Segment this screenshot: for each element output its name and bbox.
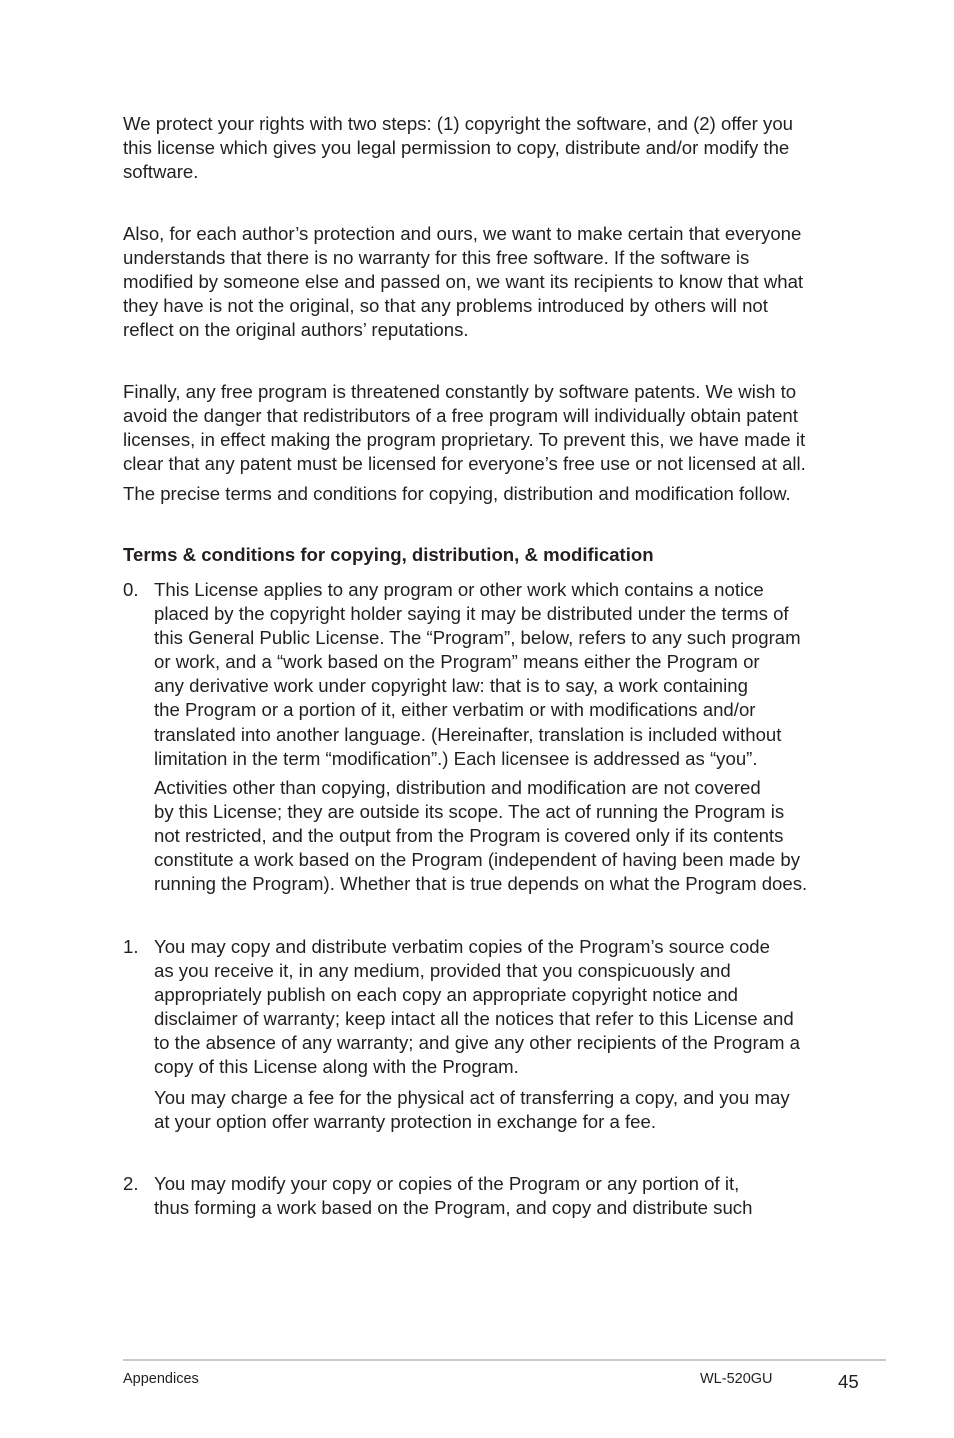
term-number: 0. bbox=[123, 579, 139, 600]
intro-paragraph-2: Also, for each author’s protection and ours, we want to make certain that everyone understands that there is no warranty for this free software. If the software is modified by someone else and passed on, we want its recipients to know that what they have is not the original, so that any problems introduced by others will not reflect on the original authors’ reputations. bbox=[123, 223, 804, 341]
term-paragraph: You may copy and distribute verbatim copies of the Program’s source code as you receive it, in any medium, provided that you conspicuously and appropriately publish on each copy an appropriate copyright notice and disclaimer of warranty; keep intact all the notices that refer to this License and to the absence of any warranty; and give any other recipients of the Program a copy of this License along with the Program. bbox=[154, 936, 800, 1078]
term-number: 2. bbox=[123, 1173, 139, 1194]
intro-paragraph-1: We protect your rights with two steps: (1) copyright the software, and (2) offer you this license which gives you legal permission to copy, distribute and/or modify the software. bbox=[123, 113, 794, 183]
term-paragraph: You may modify your copy or copies of the Program or any portion of it, thus forming a work based on the Program, and copy and distribute such bbox=[154, 1173, 753, 1219]
intro-paragraph-3: Finally, any free program is threatened constantly by software patents. We wish to avoid the danger that redistributors of a free program will individually obtain patent licenses, in effect making the program proprietary. To prevent this, we have made it clear that any patent must be licensed for everyone’s free use or not licensed at all. bbox=[123, 381, 806, 475]
term-paragraph: Activities other than copying, distribution and modification are not covered by this License; they are outside its scope. The act of running the Program is not restricted, and the output from the Program is covered only if its contents constitute a work based on the Program (independent of having been made by running the Program). Whether that is true depends on what the Program does. bbox=[154, 777, 808, 895]
term-number: 1. bbox=[123, 936, 139, 957]
term-paragraph: This License applies to any program or other work which contains a notice placed by the copyright holder saying it may be distributed under the terms of this General Public License. The “Program”, below, refers to any such program or work, and a “work based on the Program” means either the Program or any derivative work under copyright law: that is to say, a work containing the Program or a portion of it, either verbatim or with modifications and/or translated into another language. (Hereinafter, translation is included without limitation in the term “modification”.) Each licensee is addressed as “you”. bbox=[154, 579, 801, 769]
terms-heading: Terms & conditions for copying, distribution, & modification bbox=[123, 544, 654, 565]
intro-paragraph-4: The precise terms and conditions for copying, distribution and modification follow. bbox=[123, 483, 791, 504]
term-paragraph: You may charge a fee for the physical act of transferring a copy, and you may at your option offer warranty protection in exchange for a fee. bbox=[154, 1087, 790, 1133]
footer-divider bbox=[123, 1359, 886, 1361]
page-number: 45 bbox=[838, 1371, 859, 1392]
footer-section-label: Appendices bbox=[123, 1371, 199, 1387]
footer-model-label: WL-520GU bbox=[700, 1371, 773, 1387]
